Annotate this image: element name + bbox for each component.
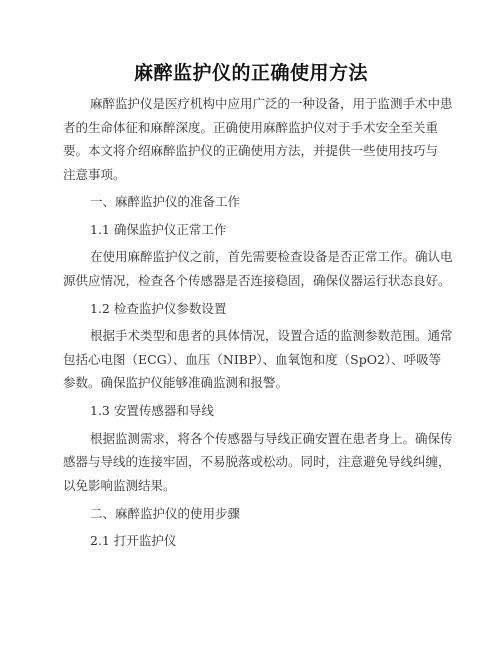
- intro-line-3: 要。本文将介绍麻醉监护仪的正确使用方法，并提供一些使用技巧与: [63, 143, 439, 158]
- section-heading-1: 一、麻醉监护仪的准备工作: [90, 194, 241, 209]
- paragraph-1-2-line-2: 包括心电图（ECG）、血压（NIBP）、血氧饱和度（SpO2）、呼吸等: [63, 352, 442, 367]
- subheading-2-1: 2.1 打开监护仪: [90, 533, 177, 548]
- subheading-1-1: 1.1 确保监护仪正常工作: [90, 222, 227, 237]
- paragraph-1-2-line-1: 根据手术类型和患者的具体情况，设置合适的监测参数范围。通常: [90, 328, 453, 343]
- subheading-1-2: 1.2 检查监护仪参数设置: [90, 301, 227, 316]
- paragraph-1-2-line-3: 参数。确保监护仪能够准确监测和报警。: [63, 375, 289, 390]
- paragraph-1-3-line-2: 感器与导线的连接牢固，不易脱落或松动。同时，注意避免导线纠缠，: [63, 454, 451, 469]
- paragraph-1-3-line-3: 以免影响监测结果。: [63, 478, 176, 493]
- intro-line-4: 注意事项。: [63, 167, 126, 182]
- paragraph-1-1-line-2: 源供应情况，检查各个传感器是否连接稳固，确保仪器运行状态良好。: [63, 273, 451, 288]
- paragraph-1-3-line-1: 根据监测需求，将各个传感器与导线正确安置在患者身上。确保传: [90, 431, 453, 446]
- paragraph-1-1-line-1: 在使用麻醉监护仪之前，首先需要检查设备是否正常工作。确认电: [90, 249, 453, 264]
- intro-line-1: 麻醉监护仪是医疗机构中应用广泛的一种设备，用于监测手术中患: [90, 96, 453, 111]
- section-heading-2: 二、麻醉监护仪的使用步骤: [90, 506, 241, 521]
- document-title: 麻醉监护仪的正确使用方法: [133, 62, 368, 84]
- intro-line-2: 者的生命体征和麻醉深度。正确使用麻醉监护仪对于手术安全至关重: [63, 120, 439, 135]
- subheading-1-3: 1.3 安置传感器和导线: [90, 403, 214, 418]
